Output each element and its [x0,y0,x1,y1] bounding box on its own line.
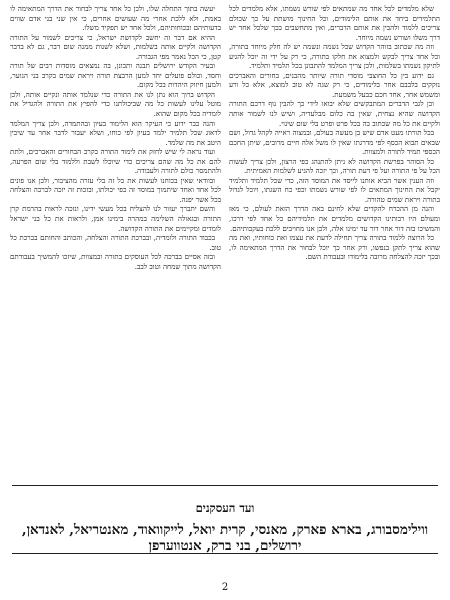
paragraph: בכל תורתו מעט אדם שיש בן מעשה בעולם, ובמצוה ראייה לקהל גדול, ושם שבאים תבוא הכסף לפי מדרגתו שאין לו משל אלה חיים מרובים, שיתן החכם הכספי תמיד לתורה ולמצוות. [229,128,440,157]
paragraph: בכבוד התורה ולומדיה, ובברכת התורה והצלחה, והכותב והחותם בברכת כל טוב. [10,233,221,252]
paragraph: כל הסוהר בפרשת הקדושה לא ניתן להתנהג כפי הרצון, ולכן צריך לעשות הכל על פי התורה ועל פי דעת תורה, וכך יזכה להגיע לשלמות האמיתית. [229,156,440,176]
paragraph: כל הרוצה ללמוד בתורה צריך תחילה לדעת את עצמו ואת כוחותיו, ואת מה שהוא צריך לתקן בנפשו, ורק אחר כך יוכל לבחור את הדרך המתאימה לו, ובכך יזכה להצלחה מרובה בלימודו ובעבודת השם. [229,233,440,262]
paragraph: והנה מן ההכרח להקדים שלא לחינם באה הדרך הזאת לעולם, כי מאז ומעולם היו רבותינו הקדושים מלמדים את תלמידיהם כל אחד לפי דרכו, והמשיכו בזה דור אחר דור עד ימינו אלה, ולכן אנו מחויבים ללכת בעקבותיהם. [229,204,440,233]
footer-title: ועד העסקנים [195,501,255,515]
paragraph: ובוודאי שאין בכוחנו לעשות את כל זה בלי עזרה מהציבור, ולכן אנו פונים לכל אחד ואחד שיתמוך במוסד זה כפי יכולתו, ובזכות זה יזכה לברכה והצלחה בכל אשר יפנה. [10,175,221,204]
paragraph: וזה הענין אשר הביא אותנו לייסד את המוסד הזה, כדי שכל תלמיד ותלמיד יקבל את החינוך המתאים לו לפי שורש נשמתו וכפי כח השגתו, ויוכל לגדול בתורה ויראת שמים טהורה. [229,175,440,204]
paragraph: גם ידוע בין כל החוצבי מוסדי תורה שיותר מהבנים, בחורים והאברכים נזקקים בלבבם אחר בלימודים, כי רק שגה לא טוב למוצא, אלא כל ורע ומשמש אחר, אחד חכם כבעל משמעת. [229,70,440,99]
paragraph: ההיא אם דבר זה יחשב לקדושת ישראל, כי צריכים לשמור על התורה הקדושה ולקיים אותה בשלמות, ושלא לשנות ממנה שום דבר, גם לא בדבר קטן, כי הכל נאמר מפי הגבורה. [10,32,221,61]
footer-top-rule [12,485,438,486]
footer-locations: ווילימסבורג, בארא פארק, מאנסי, קרית יואל, לייקוואוד, מאנטריאל, לאנדאן, ירושלים, בני ברק, אנטווערפן [21,522,429,554]
paragraph: יעשה בתוך התחלה שלו, ולכן כל אחד צריך לבחור את הדרך המתאימה לו באמת, ולא ללכת אחרי מה שעושים אחרים, כי אין שני בני אדם שווים בדעותיהם ובכוחותיהם, ולכל אחד יש תפקיד משלו. [10,4,221,33]
paragraph: שלא מלמדים לכל אחד מה שמתאים לפי שורש נשמתו, אלא מלמדים לכל התלמידים ביחד את אותם הלימודים, וכל החינוך מושתת על כך שכולם צריכים ללמוד ולהבין את אותם הדברים, ואין מתחשבים בכך שלכל אחד יש דרך משלו ושורש נשמה מיוחד. [229,4,440,42]
paragraph: וזה מה שכתוב בזוהר הקדוש שכל נשמה ונשמה יש לה חלק מיוחד בתורה, וכל אחד צריך לבקש ולמצוא את חלקו בתורה, כי רק על ידי זה יוכל להגיע לתיקון נשמתו בשלמות, ולכן צריך המלמד להתבונן בכל תלמיד ותלמיד. [229,42,440,71]
paragraph: הקדוש ברוך הוא נתן לנו את התורה כדי שנלמד אותה ונקיים אותה, ולכן מוטל עלינו לעשות כל מה שביכולתנו כדי להפיץ את התורה ולהגדיל את לומדיה בכל מקום שהוא. [10,89,221,119]
paragraph: והנה כבר ידוע כי העיקר הוא הלימוד בעיון ובהתמדה, ולכן צריך המלמד לדאוג שכל תלמיד ילמד בעיון לפי כוחו, ושלא יעבור לדבר אחר עד שיבין היטב את מה שלמד. [10,118,221,147]
paragraph: וכן לגבי הדברים המתבקשים שלא יבואו לידי כך להבין נוף דרכם התורה הקדושה שהיא נצחית, שאין בה כלום מבלעדיה, ושיש לנו לשמור אותה ולקיים את כל מה שכתוב בה בכל פרט ופרט בלי שום שינוי. [229,99,440,128]
footer-bottom-rule [12,553,438,554]
text-columns [10,4,440,480]
page-number: 2 [221,582,229,593]
paragraph: ובזה אסיים בברכה לכל העוסקים בתורה ובמצוות, שיזכו להמשיך בעבודתם הקדושה מתוך שמחה וטוב לבב. [10,252,221,271]
paragraph: ובעיר הקודש ירושלים תבנה ותכונן, בה נמצאים מוסדות רבים של תורה וחסד, וכולם פועלים יחד למען הרבצת תורה ויראת שמים בקרב בני הנוער, ולמען חיזוק היהדות בכל מקום. [10,61,221,90]
right-column [229,4,440,480]
paragraph: ועוד נראה לי שיש לחזק את לימוד התורה בקרב הבחורים והאברכים, ולתת להם את כל מה שהם צריכים כדי שיוכלו לשבת וללמוד בלי שום הפרעה, ולהתמסר כולם לתורה ולעבודה. [10,147,221,176]
left-column [10,4,221,480]
paragraph: והשם יתברך יעזור לנו להצליח בכל מעשי ידינו, ונזכה לראות בהרמת קרן התורה ובגאולה השלימה במהרה בימינו אמן, ולראות את כל בני ישראל לומדים ומקיימים את התורה הקדושה. [10,204,221,233]
